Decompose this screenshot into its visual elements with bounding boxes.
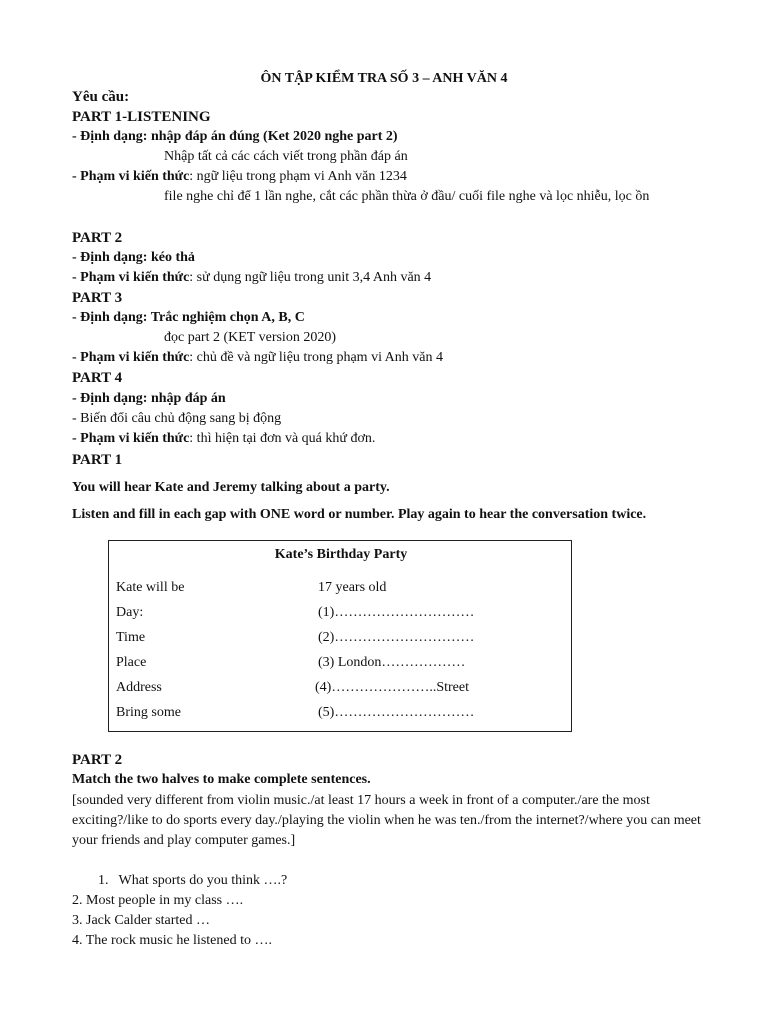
row-label: Address [116,680,162,695]
p3-heading: PART 3 [72,290,123,306]
p2-scope [72,269,431,287]
table-row [116,705,566,725]
table-row [116,580,566,600]
row-label: Bring some [116,705,181,720]
table-row [116,605,566,625]
p4-task: - Biến đổi câu chủ động sang bị động [72,411,282,426]
p3-format: - Định dạng: Trắc nghiệm chọn A, B, C [72,310,305,325]
p1-format: - Định dạng: nhập đáp án đúng (Ket 2020 nghe part 2) [72,129,398,144]
table-row [116,680,566,700]
answer-blank-3[interactable]: (3) London……………… [318,655,466,670]
part2-heading: PART 2 [72,752,123,768]
item-number: 3. [72,913,83,928]
p1-format-note: Nhập tất cả các cách viết trong phần đáp án [164,149,408,164]
item-text: Most people in my class …. [86,893,244,908]
row-label: Kate will be [116,580,185,595]
p2-scope-label: - Phạm vi kiến thức [72,270,190,285]
answer-blank-4[interactable]: (4)…………………..Street [315,680,469,695]
item-text: Jack Calder started … [86,913,211,928]
p1-scope-label: - Phạm vi kiến thức [72,169,190,184]
page-title: ÔN TẬP KIỂM TRA SỐ 3 – ANH VĂN 4 [260,71,508,86]
requirements-label: Yêu cầu: [72,89,130,105]
item-number: 2. [72,893,83,908]
row-value: 17 years old [318,580,387,595]
p2-scope-text: : sử dụng ngữ liệu trong unit 3,4 Anh văn 4 [189,270,432,285]
p1-heading: PART 1-LISTENING [72,109,211,125]
p4-format: - Định dạng: nhập đáp án [72,391,226,406]
p2-format: - Định dạng: kéo thả [72,250,195,265]
p1-scope-note: file nghe chỉ để 1 lần nghe, cắt các phần thừa ở đầu/ cuối file nghe và lọc nhiễu, lọc ồn [164,189,650,204]
row-label: Day: [116,605,144,620]
list-item [72,912,210,930]
answer-blank-1[interactable]: (1)………………………… [318,605,475,620]
answer-blank-5[interactable]: (5)………………………… [318,705,475,720]
list-item [72,932,272,950]
part2-instruction: Match the two halves to make complete sentences. [72,772,371,787]
p4-scope-label: - Phạm vi kiến thức [72,431,190,446]
p1-scope [72,168,407,186]
part1-heading: PART 1 [72,452,123,468]
row-label: Time [116,630,146,645]
p4-heading: PART 4 [72,370,123,386]
row-label: Place [116,655,147,670]
p1-scope-text: : ngữ liệu trong phạm vi Anh văn 1234 [189,169,407,184]
item-text: What sports do you think ….? [118,873,288,888]
p4-scope-text: : thì hiện tại đơn và quá khứ đơn. [189,431,376,446]
part2-options: [sounded very different from violin music./at least 17 hours a week in front of a computer./are the most exciting?/like to do sports every day./playing the violin when he was ten./from the internet?/where you can meet your friends and play computer games.] [72,793,701,848]
table-row [116,630,566,650]
birthday-party-table [108,540,572,732]
p3-scope-label: - Phạm vi kiến thức [72,350,190,365]
list-item [98,872,287,890]
item-number: 1. [98,873,109,888]
part1-intro: You will hear Kate and Jeremy talking about a party. [72,480,390,495]
list-item [72,892,243,910]
item-number: 4. [72,933,83,948]
p3-format-note: đọc part 2 (KET version 2020) [164,330,336,345]
part1-instruction: Listen and fill in each gap with ONE word or number. Play again to hear the conversation twice. [72,507,647,522]
p3-scope-text: : chủ đề và ngữ liệu trong phạm vi Anh văn 4 [189,350,444,365]
item-text: The rock music he listened to …. [85,933,272,948]
answer-blank-2[interactable]: (2)………………………… [318,630,475,645]
p2-heading: PART 2 [72,230,123,246]
p3-scope [72,349,443,367]
table-row [116,655,566,675]
p4-scope [72,430,375,448]
table-title: Kate’s Birthday Party [274,547,408,562]
